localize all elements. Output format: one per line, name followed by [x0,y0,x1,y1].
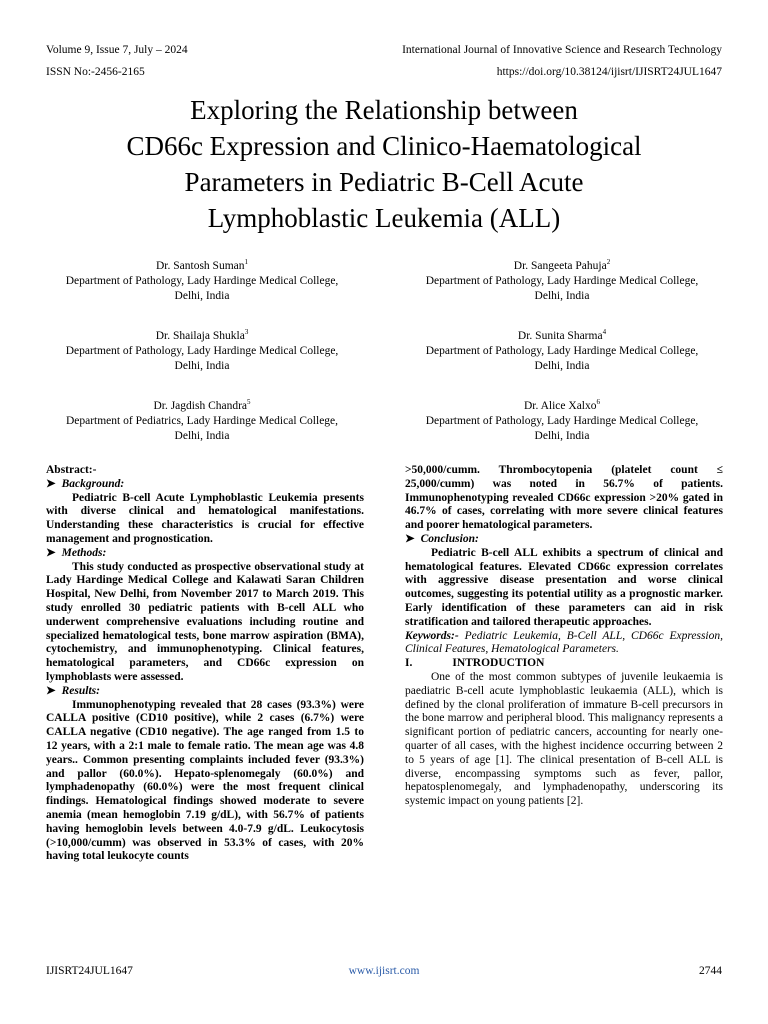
author-name: Dr. Sunita Sharma [517,329,603,342]
section-number: I. [405,657,413,670]
author-block: Dr. Alice Xalxo$^6$ Department of Pathology, Lady Hardinge Medical College, Delhi, India [397,395,727,444]
conclusion-text: Pediatric B-cell ALL exhibits a spectrum of clinical and hematological features. Elevated CD66c expression correlates with aggressive disease presentation and worse clinical outcomes, suggesting its potential utility as a prognostic marker. Early identification of these parameters can aid in risk stratification and tailored therapeutic approaches. [405,546,723,628]
title-line: CD66c Expression and Clinico-Haematological [126,131,642,161]
left-column [46,464,364,864]
author-city: Delhi, India [534,289,590,302]
author-dept: Department of Pediatrics, Lady Hardinge Medical College, [65,414,339,427]
abstract-label: Abstract:- [46,464,97,476]
author-name: Dr. Alice Xalxo [524,399,597,412]
arrow-bullet-icon: ➤ [46,546,56,559]
arrow-bullet-icon: ➤ [405,532,415,545]
author-dept: Department of Pathology, Lady Hardinge Medical College, [65,274,339,287]
author-block: Dr. Jagdish Chandra$^5$ Department of Pediatrics, Lady Hardinge Medical College, Delhi, India [37,395,367,444]
background-heading: ➤ Background: [46,477,125,490]
results-text: Immunophenotyping revealed that 28 cases (93.3%) were CALLA positive (CD10 positive), while 2 cases (6.7%) were CALLA negative (CD10 negative). The age ranged from 1.5 to 12 years, with a 2:1 male to female ratio. The mean age was 4.8 years.. Common presenting complaints included fever (93.3%) and pallor (60.0%). Hepato-splenomegaly (60.0%) and lymphadenopathy (60.0%) were the most frequent clinical findings. Hematological findings showed moderate to severe anemia (mean hemoglobin 7.19 g/dL), with 56.7% of patients having hemoglobin levels between 4.0-7.9 g/dL. Leukocytosis (>10,000/cumm) was observed in 53.3% of cases, with 20% having total leukocyte counts [46,698,364,863]
section-title: INTRODUCTION [452,657,545,670]
keywords-text: Pediatric Leukemia, B-Cell ALL, CD66c Expression, Clinical Features, Hematological Parameters. [405,629,724,656]
author-dept: Department of Pathology, Lady Hardinge Medical College, [425,274,699,287]
author-name: Dr. Shailaja Shukla [155,329,245,342]
methods-text: This study conducted as prospective observational study at Lady Hardinge Medical College and Kalawati Saran Children Hospital, New Delhi, from November 2017 to March 2019. This study enrolled 30 pediatric patients with B-cell ALL who underwent comprehensive evaluations including routine and specialized hematological tests, bone marrow aspiration (BMA), cytochemistry, and immunophenotyping. Clinical features, hematological parameters, and CD66c expression on lymphoblasts were assessed. [46,560,364,683]
methods-heading: ➤ Methods: [46,546,107,559]
title-line: Lymphoblastic Leukemia (ALL) [207,203,561,233]
title-line: Parameters in Pediatric B-Cell Acute [184,167,584,197]
author-city: Delhi, India [174,289,230,302]
footer-id: IJISRT24JUL1647 [46,965,133,977]
journal-name: International Journal of Innovative Science and Research Technology [402,44,722,56]
author-name: Dr. Santosh Suman [156,259,245,272]
issn: ISSN No:-2456-2165 [46,66,145,78]
right-column [405,464,723,809]
author-dept: Department of Pathology, Lady Hardinge Medical College, [425,344,699,357]
footer-site-link[interactable]: www.ijisrt.com [348,965,420,977]
results-text-continued: >50,000/cumm. Thrombocytopenia (platelet count ≤ 25,000/cumm) was noted in 56.7% of patients. Immunophenotyping revealed CD66c expression >20% gated in 46.7% of cases, correlating with more severe clinical features and poorer hematological parameters. [405,464,723,532]
results-heading: ➤ Results: [46,684,100,697]
arrow-bullet-icon: ➤ [46,684,56,697]
paper-title [0,92,768,236]
author-block: Dr. Santosh Suman$^1$ Department of Pathology, Lady Hardinge Medical College, Delhi, India [37,255,367,304]
background-text: Pediatric B-cell Acute Lymphoblastic Leukemia presents with diverse clinical and hematological manifestations. Understanding these characteristics is crucial for effective management and prognostication. [46,491,364,545]
author-block: Dr. Sangeeta Pahuja$^2$ Department of Pathology, Lady Hardinge Medical College, Delhi, India [397,255,727,304]
volume-info: Volume 9, Issue 7, July – 2024 [46,44,188,56]
keywords [405,630,723,658]
author-dept: Department of Pathology, Lady Hardinge Medical College, [425,414,699,427]
arrow-bullet-icon: ➤ [46,477,56,490]
author-name: Dr. Jagdish Chandra [153,399,248,412]
author-city: Delhi, India [534,359,590,372]
author-name: Dr. Sangeeta Pahuja [513,259,607,272]
author-block: Dr. Sunita Sharma$^4$ Department of Pathology, Lady Hardinge Medical College, Delhi, India [397,325,727,374]
doi-link[interactable]: https://doi.org/10.38124/ijisrt/IJISRT24JUL1647 [496,66,722,78]
keywords-label: Keywords:- [405,629,459,642]
author-dept: Department of Pathology, Lady Hardinge Medical College, [65,344,339,357]
conclusion-heading: ➤ Conclusion: [405,532,479,545]
page-number: 2744 [699,965,722,977]
section-heading [405,657,723,671]
intro-text: One of the most common subtypes of juvenile leukaemia is paediatric B-cell acute lymphoblastic leukaemia (ALL), which is defined by the clonal proliferation of immature B-cell precursors in the bone marrow and peripheral blood. This malignancy represents a significant portion of pediatric cancers, accounting for nearly one-quarter of all cases, with the highest incidence occurring between 2 to 5 years of age [1]. The clinical presentation of B-cell ALL is diverse, encompassing symptoms such as fever, pallor, hepatosplenomegaly, and lymphadenopathy, underscoring its systemic impact on young patients [2]. [405,670,723,808]
author-block: Dr. Shailaja Shukla$^3$ Department of Pathology, Lady Hardinge Medical College, Delhi, India [37,325,367,374]
author-city: Delhi, India [534,429,590,442]
author-city: Delhi, India [174,359,230,372]
title-line: Exploring the Relationship between [190,95,578,125]
author-city: Delhi, India [174,429,230,442]
